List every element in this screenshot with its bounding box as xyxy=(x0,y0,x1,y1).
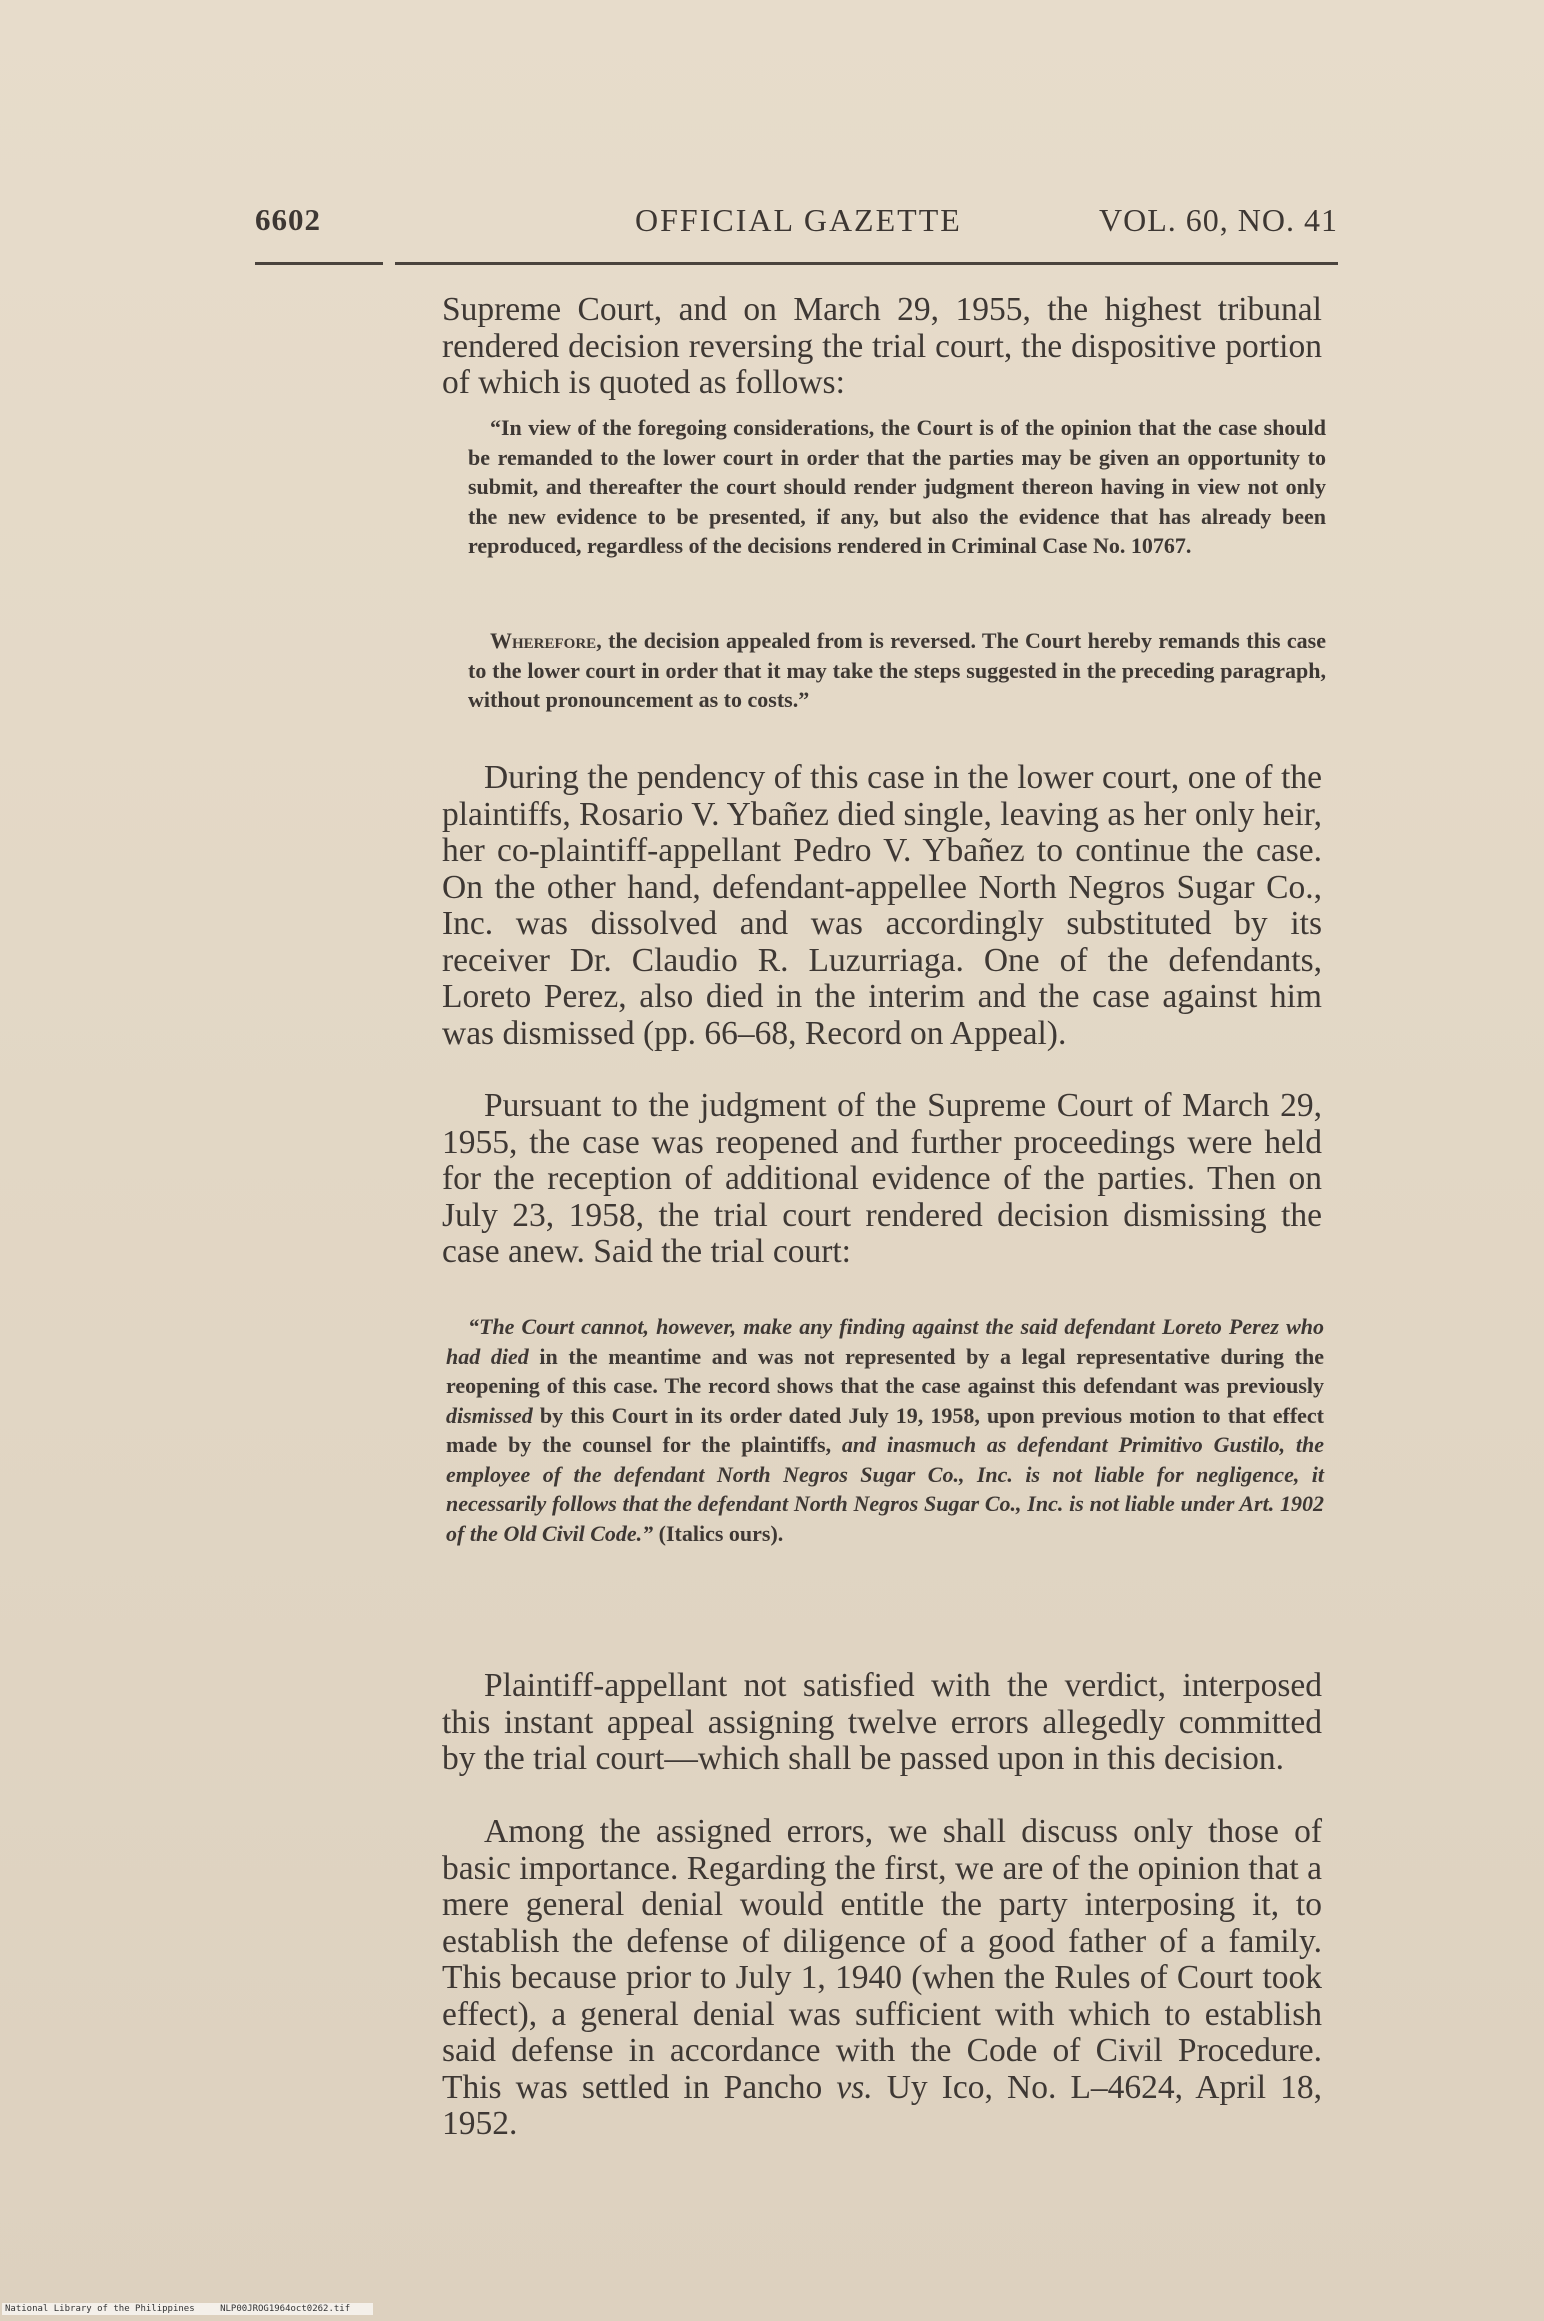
quote-plain-2: by this Court in its order dated July 19, 1958, upon previous motion to that effect made by the counsel for the plaintiffs, xyxy=(446,1402,1324,1457)
wherefore-text: , the decision appealed from is reversed. The Court hereby remands this case to the lower court in order that it may take the steps suggested in the preceding paragraph, without pronouncement as to costs.” xyxy=(468,628,1326,712)
paragraph-plaintiff-appellant: Plaintiff-appellant not satisfied with the verdict, interposed this instant appeal assigning twelve errors allegedly committed by the trial court—which shall be passed upon in this decision. xyxy=(442,1667,1322,1777)
library-label: National Library of the Philippines xyxy=(5,2304,195,2314)
header-rule-right xyxy=(395,262,1338,265)
scan-footer xyxy=(2,2303,373,2315)
file-label: NLP00JROG1964oct0262.tif xyxy=(220,2304,351,2314)
paragraph-pursuant: Pursuant to the judgment of the Supreme Court of March 29, 1955, the case was reopened and further proceedings were held for the reception of additional evidence of the parties. Then on July 23, 1958, the trial court rendered decision dismissing the case anew. Said the trial court: xyxy=(442,1087,1322,1270)
citation-text: Uy Ico, No. L–4624, April 18, 1952. xyxy=(442,2068,1322,2142)
quote-italics-ours: (Italics ours). xyxy=(653,1520,784,1546)
page-number: 6602 xyxy=(255,202,321,237)
wherefore-word: Wherefore xyxy=(490,628,597,653)
quote-plain-1: in the meantime and was not represented by a legal representative during the reopening of this case. The record shows that the case against this defendant was previously xyxy=(446,1343,1324,1398)
paragraph-assigned-errors xyxy=(442,1814,1322,2143)
paragraph-pendency: During the pendency of this case in the lower court, one of the plaintiffs, Rosario V. Ybañez died single, leaving as her only heir, her co-plaintiff-appellant Pedro V. Ybañez to continue the case. On the other hand, defendant-appellee North Negros Sugar Co., Inc. was dissolved and was accordingly substituted by its receiver Dr. Claudio R. Luzurriaga. One of the defendants, Loreto Perez, also died in the interim and the case against him was dismissed (pp. 66–68, Record on Appeal). xyxy=(442,759,1322,1052)
header-rule-left xyxy=(255,262,383,265)
quote-wherefore xyxy=(468,626,1326,715)
quote-italic-3: and inasmuch as defendant Primitivo Gustilo, the employee of the defendant North Negros Sugar Co., Inc. is not liable for negligence, it necessarily follows that the defendant North Negros Sugar Co., Inc. is not liable under Art. 1902 of the Old Civil Code.” xyxy=(446,1432,1324,1546)
versus-abbrev: vs. xyxy=(836,2068,873,2106)
quote-in-view: “In view of the foregoing considerations, the Court is of the opinion that the case should be remanded to the lower court in order that the parties may be given an opportunity to submit, and thereafter the court should render judgment thereon having in view not only the new evidence to be presented, if any, but also the evidence that has already been reproduced, regardless of the decisions rendered in Criminal Case No. 10767. xyxy=(468,415,1326,558)
quote-italic-2: dismissed xyxy=(446,1402,533,1428)
paragraph-supreme-court: Supreme Court, and on March 29, 1955, the highest tribunal rendered decision reversing the trial court, the dispositive portion of which is quoted as follows: xyxy=(442,291,1322,401)
quote-italic-1: “The Court cannot, however, make any finding against the said defendant Loreto Perez who had died xyxy=(446,1314,1324,1369)
publication-title: OFFICIAL GAZETTE xyxy=(635,202,962,238)
volume-number: VOL. 60, NO. 41 xyxy=(1099,202,1338,238)
page-header xyxy=(255,202,1338,252)
quote-trial-court xyxy=(446,1312,1324,1548)
errors-text: Among the assigned errors, we shall discuss only those of basic importance. Regarding the first, we are of the opinion that a mere general denial would entitle the party interposing it, to establish the defense of diligence of a good father of a family. This because prior to July 1, 1940 (when the Rules of Court took effect), a general denial was sufficient with which to establish said defense in accordance with the Code of Civil Procedure. This was settled in Pancho xyxy=(442,1813,1322,2106)
